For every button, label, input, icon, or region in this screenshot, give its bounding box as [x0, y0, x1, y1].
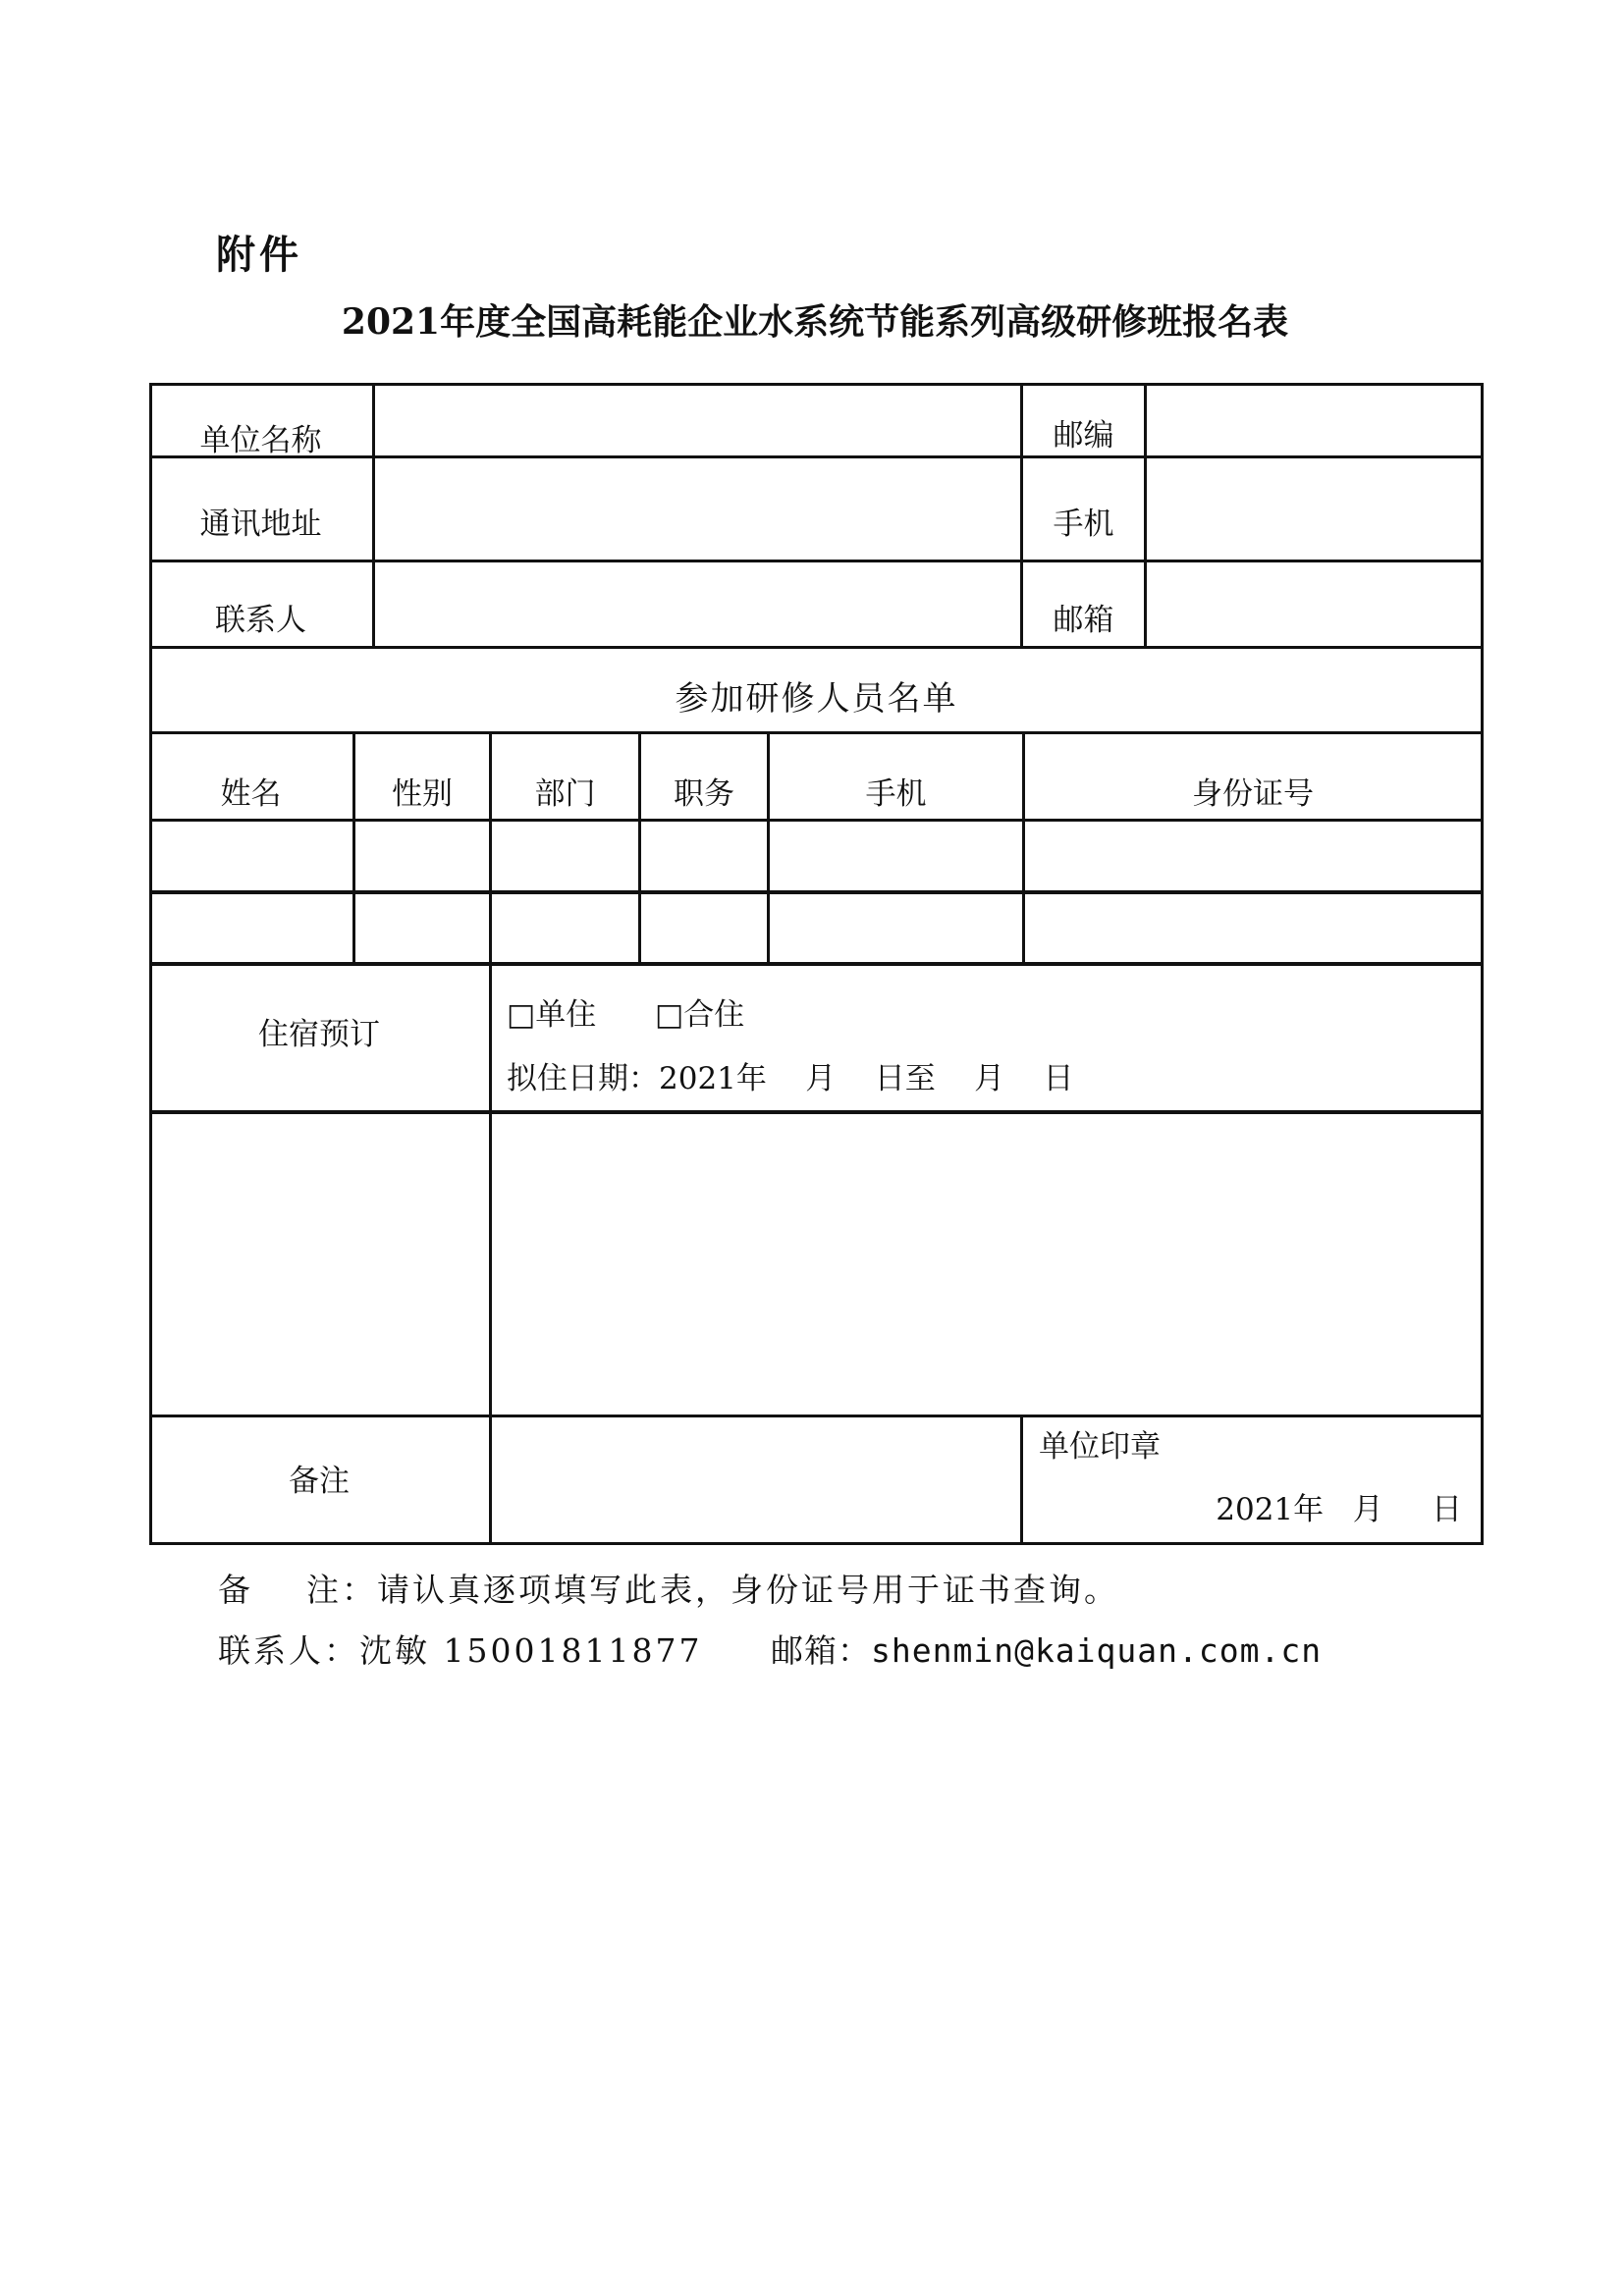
attachment-label: 附件 [216, 233, 302, 278]
participant-2-name[interactable] [152, 894, 352, 962]
stay-date-line[interactable]: 拟住日期：2021年 月 日至 月 日 [507, 1061, 1074, 1096]
participant-2-department[interactable] [492, 894, 638, 962]
table-border-bottom [149, 1542, 1484, 1545]
email-field[interactable] [1147, 562, 1481, 646]
single-room-checkbox[interactable]: □单住 [507, 997, 597, 1033]
participant-2-position[interactable] [641, 894, 767, 962]
contact-label: 联系人 [215, 602, 306, 638]
accommodation-label: 住宿预订 [258, 1016, 380, 1052]
footer-note: 备 注：请认真逐项填写此表，身份证号用于证书查询。 [218, 1571, 1119, 1609]
column-header-mobile: 手机 [865, 775, 927, 812]
remarks-field[interactable] [492, 1417, 1020, 1542]
column-header-id-number: 身份证号 [1192, 775, 1314, 812]
participant-2-gender[interactable] [355, 894, 489, 962]
participant-1-gender[interactable] [355, 822, 489, 890]
unit-name-label: 单位名称 [199, 422, 322, 458]
postcode-label: 邮编 [1053, 417, 1114, 454]
shared-room-checkbox[interactable]: □合住 [655, 997, 745, 1033]
email-label: 邮箱 [1053, 602, 1114, 638]
participant-1-id-number[interactable] [1025, 822, 1481, 890]
participant-1-position[interactable] [641, 822, 767, 890]
row-divider [149, 962, 1484, 966]
participant-1-mobile[interactable] [770, 822, 1022, 890]
address-label: 通讯地址 [199, 506, 322, 542]
contact-field[interactable] [375, 562, 1020, 646]
column-header-department: 部门 [534, 775, 596, 812]
blank-row-label-cell [152, 1114, 489, 1415]
column-header-name: 姓名 [220, 775, 282, 812]
participant-1-department[interactable] [492, 822, 638, 890]
accommodation-options [507, 989, 744, 1034]
postcode-field[interactable] [1147, 386, 1481, 455]
col-divider [1020, 1415, 1023, 1544]
participant-2-mobile[interactable] [770, 894, 1022, 962]
unit-seal-label: 单位印章 [1039, 1429, 1161, 1465]
blank-row-value-cell[interactable] [492, 1114, 1481, 1415]
unit-name-field[interactable] [375, 386, 1020, 455]
participants-section-title: 参加研修人员名单 [675, 678, 958, 719]
page-title: 2021年度全国高耗能企业水系统节能系列高级研修班报名表 [341, 301, 1289, 343]
column-header-position: 职务 [674, 775, 734, 812]
footer-email: 邮箱：shenmin@kaiquan.com.cn [771, 1631, 1323, 1670]
remarks-label: 备注 [289, 1463, 350, 1499]
column-header-gender: 性别 [392, 775, 453, 812]
participant-1-name[interactable] [152, 822, 352, 890]
footer-contact: 联系人：沈敏 15001811877 [218, 1631, 703, 1670]
address-field[interactable] [375, 458, 1020, 560]
mobile-field[interactable] [1147, 458, 1481, 560]
participant-2-id-number[interactable] [1025, 894, 1481, 962]
mobile-label: 手机 [1053, 506, 1114, 542]
seal-date: 2021年 月 日 [1216, 1492, 1462, 1527]
